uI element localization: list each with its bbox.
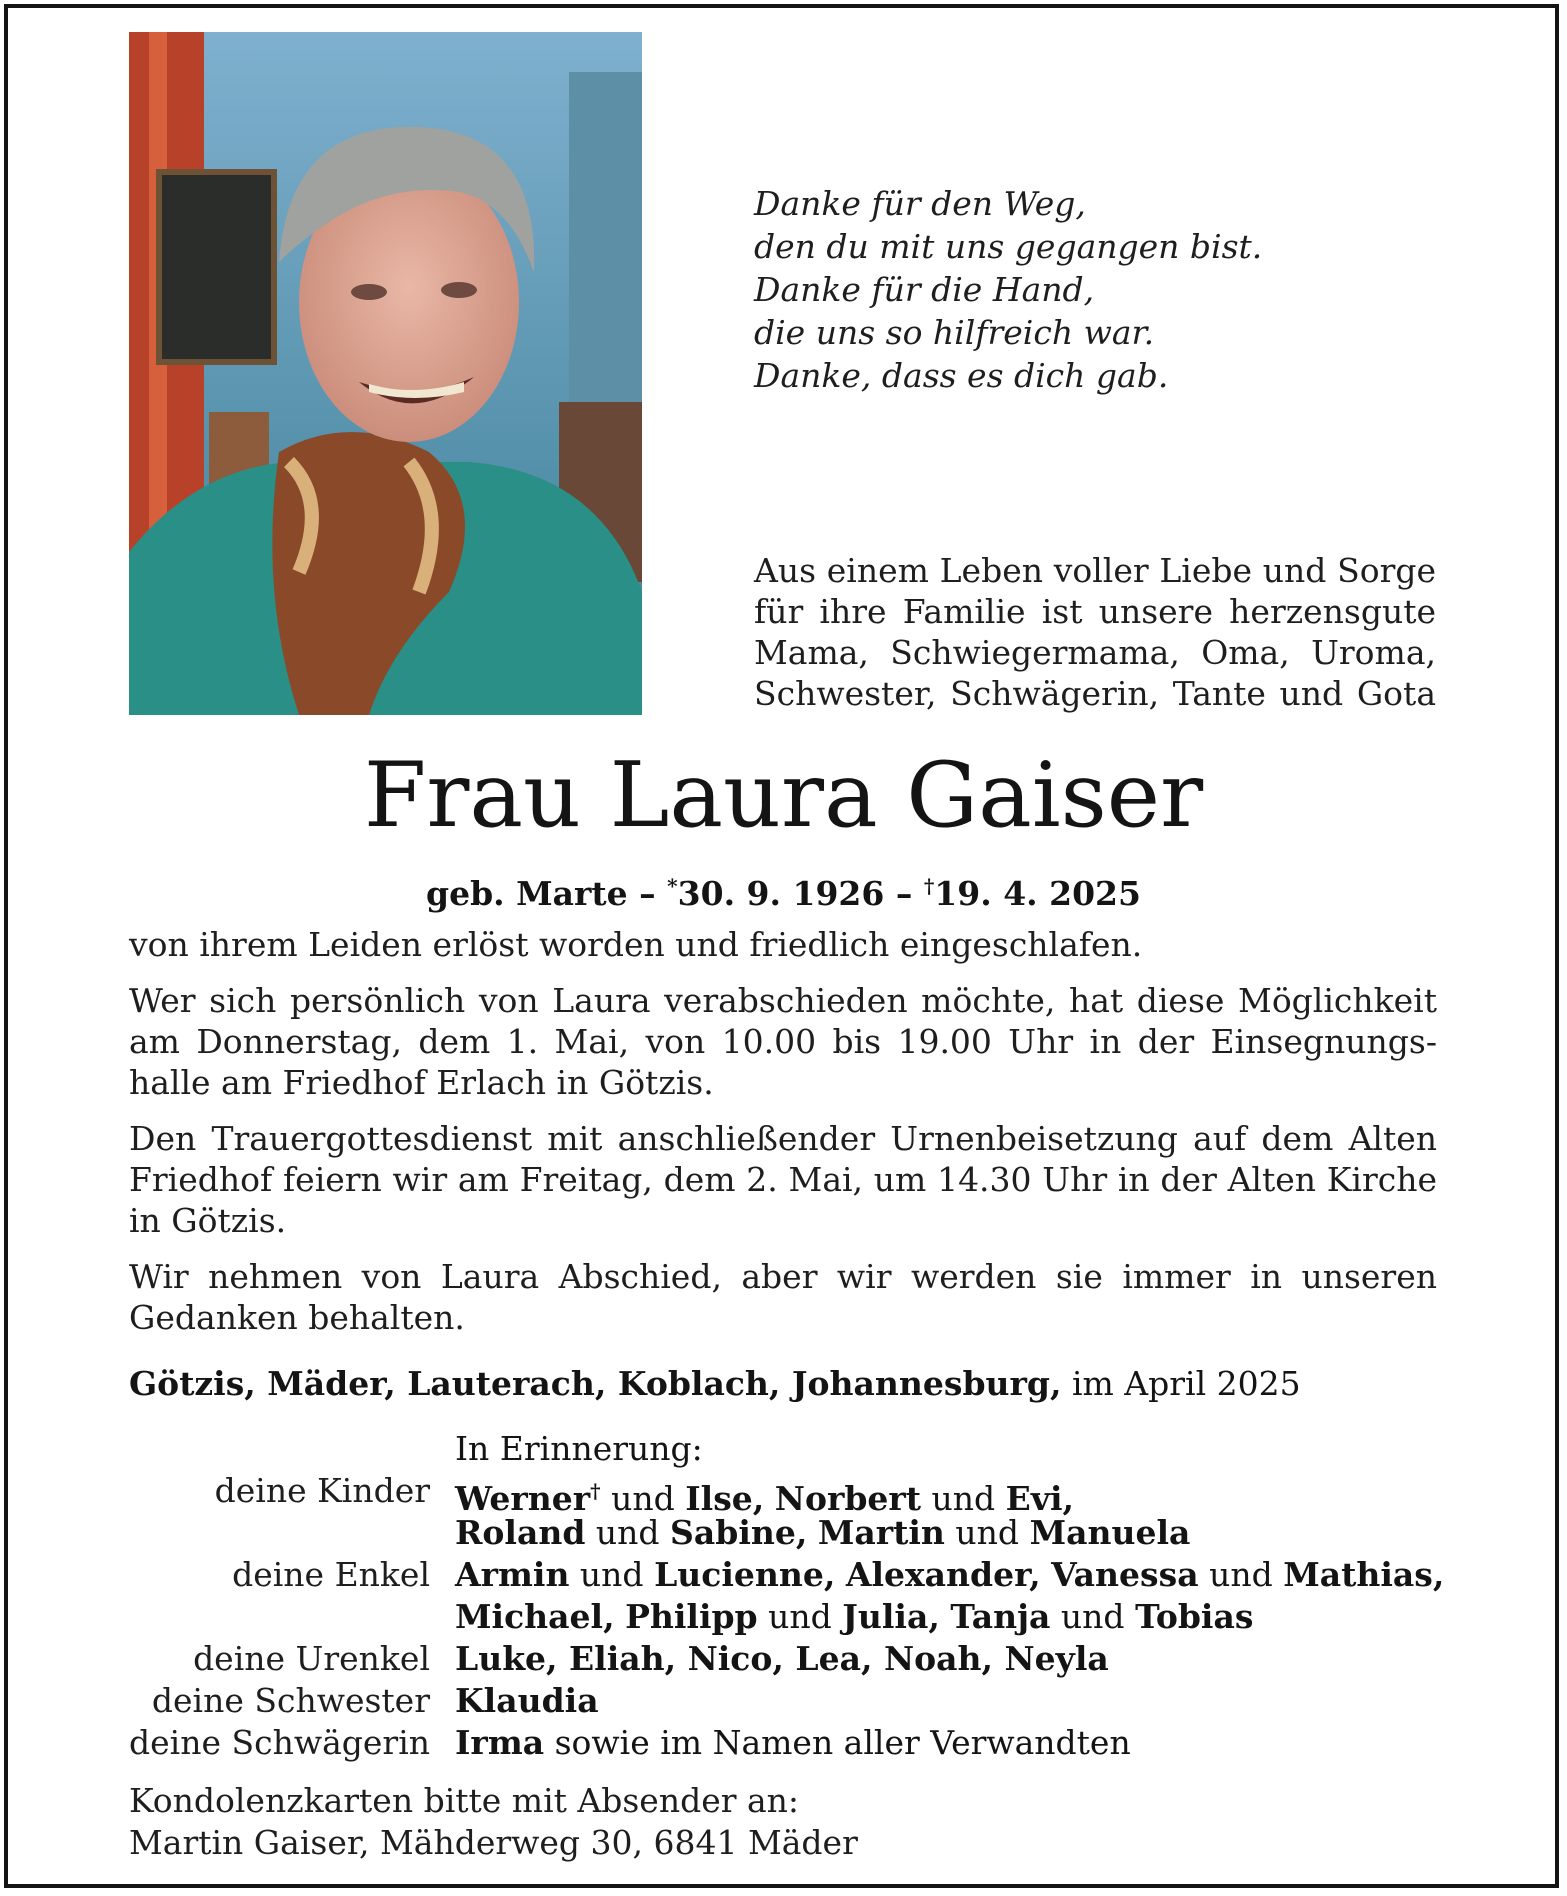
grandchild-name: Vanessa [1051, 1555, 1199, 1594]
paragraph-line: von ihrem Leiden erlöst worden und friedlich eingeschlafen. [129, 925, 1143, 964]
paragraph-1 [129, 924, 1437, 965]
child-name: Manuela [1029, 1513, 1191, 1552]
portrait-photo [129, 32, 642, 715]
paragraph-line: halle am Friedhof Erlach in Götzis. [129, 1063, 714, 1102]
month-year: im April 2025 [1061, 1364, 1301, 1403]
kinder-line-1: Werner† und Ilse, Norbert und Evi, [455, 1479, 1075, 1518]
paragraph-line: Wir nehmen von Laura Abschied, aber wir werden sie immer in unseren [129, 1257, 1437, 1296]
poem [754, 182, 1394, 397]
paragraph-line: Wer sich persönlich von Laura verabschieden möchte, hat diese Möglichkeit [129, 981, 1437, 1020]
poem-line: Danke für die Hand, [754, 270, 1095, 309]
urenkel-line [455, 1638, 1109, 1680]
label-urenkel: deine Urenkel [193, 1639, 430, 1678]
great-grandchildren: Luke, Eliah, Nico, Lea, Noah, Neyla [455, 1639, 1109, 1678]
places: Götzis, Mäder, Lauterach, Koblach, Johannesburg, [129, 1364, 1062, 1403]
death-symbol: † [923, 874, 935, 898]
grandchild-name: Julia, [842, 1597, 940, 1636]
sister-in-law-name: Irma [455, 1723, 545, 1762]
child-name: Evi, [1005, 1479, 1075, 1518]
sister-name: Klaudia [455, 1681, 599, 1720]
poem-line: Danke für den Weg, [754, 184, 1086, 223]
kinder-line-2: Roland und Sabine, Martin und Manuela [455, 1513, 1191, 1552]
condolence-address: Martin Gaiser, Mähderweg 30, 6841 Mäder [129, 1823, 858, 1862]
intro-line: Schwester, Schwägerin, Tante und Gota [754, 674, 1436, 713]
paragraph-line: am Donnerstag, dem 1. Mai, von 10.00 bis 19.00 Uhr in der Einsegnungs- [129, 1022, 1437, 1061]
enkel-line-1: Armin und Lucienne, Alexander, Vanessa und Mathias, [455, 1555, 1445, 1594]
grandchild-name: Michael, [455, 1597, 615, 1636]
birth-symbol: * [667, 874, 678, 898]
paragraph-line: Gedanken behalten. [129, 1298, 465, 1337]
child-name: Ilse, [685, 1479, 765, 1518]
label-enkel: deine Enkel [232, 1555, 430, 1594]
birth-date: 30. 9. 1926 [677, 874, 885, 913]
label-schwester: deine Schwester [151, 1681, 430, 1720]
schwester-line [455, 1680, 599, 1722]
paragraph-line: in Götzis. [129, 1201, 287, 1240]
child-name: Martin [817, 1513, 945, 1552]
label-schwaegerin: deine Schwägerin [129, 1723, 430, 1762]
child-name: Sabine, [670, 1513, 808, 1552]
dash: – [639, 874, 656, 913]
grandchild-name: Tobias [1135, 1597, 1254, 1636]
poem-line: den du mit uns gegangen bist. [754, 227, 1263, 266]
intro-line: Aus einem Leben voller Liebe und Sorge [754, 551, 1436, 590]
paragraph-3 [129, 1118, 1437, 1241]
schwaegerin-line [455, 1722, 1131, 1764]
grandchild-name: Mathias, [1283, 1555, 1445, 1594]
life-dates [0, 864, 1567, 916]
death-date: 19. 4. 2025 [934, 874, 1141, 913]
grandchild-name: Alexander, [845, 1555, 1041, 1594]
dash: – [895, 874, 913, 913]
relatives-note: sowie im Namen aller Verwandten [544, 1723, 1131, 1762]
deceased-name: Frau Laura Gaiser [363, 743, 1204, 848]
grandchild-name: Armin [455, 1555, 570, 1594]
child-name: Roland [455, 1513, 586, 1552]
paragraph-line: Friedhof feiern wir am Freitag, dem 2. Mai, um 14.30 Uhr in der Alten Kirche [129, 1160, 1437, 1199]
places-and-date [129, 1362, 1469, 1406]
grandchild-name: Lucienne, [654, 1555, 836, 1594]
grandchild-name: Tanja [950, 1597, 1051, 1636]
paragraph-2 [129, 980, 1437, 1103]
enkel-line-2: Michael, Philipp und Julia, Tanja und Tobias [455, 1597, 1254, 1636]
condolence-note: Kondolenzkarten bitte mit Absender an: [129, 1781, 800, 1820]
cross-symbol: † [590, 1479, 601, 1503]
label-kinder: deine Kinder [214, 1471, 430, 1510]
family-header: In Erinnerung: [455, 1429, 703, 1468]
child-name: Norbert [774, 1479, 922, 1518]
intro-line: für ihre Familie ist unsere herzensgute [754, 592, 1436, 631]
poem-line: Danke, dass es dich gab. [754, 356, 1169, 395]
grandchild-name: Philipp [625, 1597, 758, 1636]
child-name: Werner [455, 1479, 591, 1518]
born-name: geb. Marte [426, 874, 628, 913]
intro-line: Mama, Schwiegermama, Oma, Uroma, [754, 633, 1436, 672]
poem-line: die uns so hilfreich war. [754, 313, 1155, 352]
paragraph-4 [129, 1256, 1437, 1338]
paragraph-line: Den Trauergottesdienst mit anschließender Urnenbeisetzung auf dem Alten [129, 1119, 1437, 1158]
intro-text [754, 550, 1436, 714]
